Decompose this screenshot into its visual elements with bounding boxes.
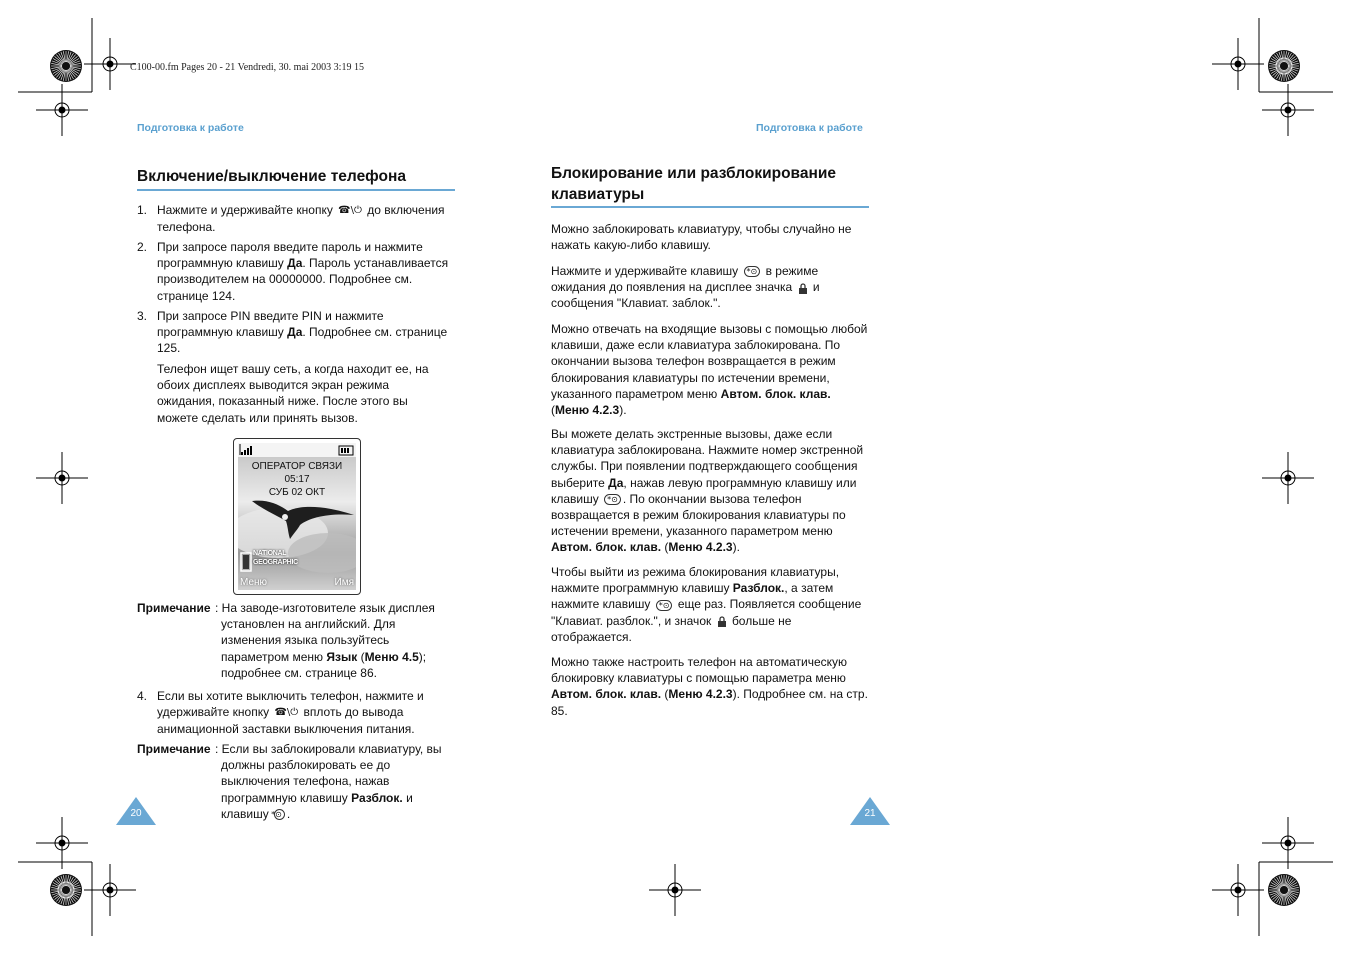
paragraph-2: Нажмите и удерживайте клавишу *⊙ в режиме ожидания до появления на дисплее значка и сообщения "Клавиат. заблок.". xyxy=(551,264,820,311)
page-number-left: 20 xyxy=(130,808,142,819)
running-head-left: Подготовка к работе xyxy=(137,122,244,134)
paragraph-1: Можно заблокировать клавиатуру, чтобы случайно не нажать какую-либо клавишу. xyxy=(551,222,852,253)
end-key-icon: ☎\⏻ xyxy=(274,706,299,718)
date: СУБ 02 ОКТ xyxy=(268,487,326,498)
lock-icon xyxy=(798,283,808,294)
list-item-4: 4. Если вы хотите выключить телефон, нажмите и удерживайте кнопку ☎\⏻ вплоть до вывода анимационной заставки выключения питания. xyxy=(137,689,424,737)
soft-key-right: Имя xyxy=(334,577,354,588)
paragraph-4: Вы можете делать экстренные вызовы, даже если клавиатура заблокирована. Нажмите номер экстренной службы. При появлении подтверждающего сообщения выберите Да, нажав левую программную клавишу или клавишу *⊙ . По окончании вызова телефон возвращается в режим блокирования клавиатуры по истечении времени, указанного параметром меню Автом. блок. клав. (Меню 4.2.3). xyxy=(551,427,864,555)
crosshair-mark xyxy=(1212,38,1264,90)
clock: 05:17 xyxy=(284,474,310,485)
sunburst-mark xyxy=(50,874,82,906)
list-item-2: 2. При запросе пароля введите пароль и нажмите программную клавишу Да. Пароль устанавливается производителем на 00000000. Подробнее см. странице 124. xyxy=(137,240,449,303)
list-item-3: 3. При запросе PIN введите PIN и нажмите программную клавишу Да. Подробнее см. странице 125. xyxy=(137,309,448,356)
star-key-icon: *⊙ xyxy=(744,266,761,277)
list-item-1: 1. Нажмите и удерживайте кнопку ☎\⏻ до включения телефона. xyxy=(137,203,445,234)
heading-rule-right xyxy=(551,206,869,208)
end-key-icon: ☎\⏻ xyxy=(338,204,362,216)
heading-rule-left xyxy=(137,189,455,191)
brand-logo: NATIONAL GEOGRAPHIC xyxy=(253,550,298,566)
crosshair-mark xyxy=(1212,864,1264,916)
crosshair-mark xyxy=(36,452,88,504)
phone-screen xyxy=(238,443,356,590)
paragraph-5: Чтобы выйти из режима блокирования клавиатуры, нажмите программную клавишу Разблок., а затем нажмите клавишу *⊙ еще раз. Появляется сообщение "Клавиат. разблок.", и значок больше не отображается. xyxy=(551,565,862,644)
sunburst-mark xyxy=(1268,50,1300,82)
star-key-icon: *⊙ xyxy=(274,809,285,820)
page-number-right: 21 xyxy=(864,808,876,819)
crosshair-mark xyxy=(649,864,701,916)
soft-key-left: Меню xyxy=(240,577,268,588)
sunburst-mark xyxy=(50,50,82,82)
running-head-right: Подготовка к работе xyxy=(756,122,863,134)
sunburst-mark xyxy=(1268,874,1300,906)
standby-paragraph: Телефон ищет вашу сеть, а когда находит ее, на обоих дисплеях выводится экран режима ожидания, показанный ниже. После этого вы можете сделать или принять вызов. xyxy=(157,362,429,425)
heading-left: Включение/выключение телефона xyxy=(137,168,406,185)
note-language: Примечание : На заводе-изготовителе язык дисплея установлен на английский. Для изменения языка пользуйтесь параметром меню Язык (Меню 4.5); подробнее см. странице 86. xyxy=(137,601,435,680)
crosshair-mark xyxy=(36,817,88,869)
operator-name: ОПЕРАТОР СВЯЗИ xyxy=(251,461,343,472)
crosshair-mark xyxy=(1262,817,1314,869)
heading-right: Блокирование или разблокирование клавиатуры xyxy=(551,165,837,203)
lock-icon xyxy=(717,616,727,627)
note-unlock: Примечание : Если вы заблокировали клавиатуру, вы должны разблокировать ее до выключения телефона, нажав программную клавишу Разблок. и клавишу *⊙ . xyxy=(137,742,442,821)
crosshair-mark xyxy=(1262,452,1314,504)
star-key-icon: *⊙ xyxy=(656,600,673,611)
star-key-icon: *⊙ xyxy=(604,494,621,505)
print-info: C100-00.fm Pages 20 - 21 Vendredi, 30. mai 2003 3:19 15 xyxy=(130,62,364,73)
paragraph-6: Можно также настроить телефон на автоматическую блокировку клавиатуры с помощью параметра меню Автом. блок. клав. (Меню 4.2.3). Подробнее см. на стр. 85. xyxy=(551,655,868,718)
paragraph-3: Можно отвечать на входящие вызовы с помощью любой клавиши, даже если клавиатура заблокирована. По окончании вызова телефон возвращается в режим блокирования клавиатуры по истечении времени, указанного параметром меню Автом. блок. клав. (Меню 4.2.3). xyxy=(551,322,868,418)
phone-display-illustration xyxy=(233,438,361,595)
